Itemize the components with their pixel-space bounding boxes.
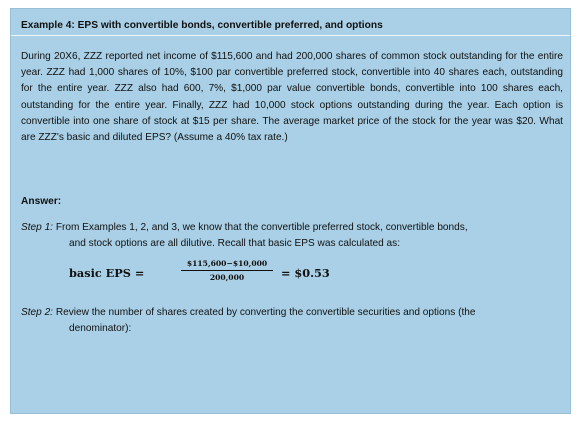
example-title: Example 4: EPS with convertible bonds, convertible preferred, and options bbox=[21, 20, 383, 31]
step-2-text-rest: denominator): bbox=[69, 323, 132, 335]
formula-numerator: $115,600−$10,000 bbox=[186, 259, 268, 268]
step-2-label: Step 2: bbox=[21, 307, 53, 318]
step-2-text-first: Review the number of shares created by converting the convertible securities and options (the bbox=[55, 307, 476, 318]
step-1-label: Step 1: bbox=[21, 222, 53, 233]
formula-fraction bbox=[181, 259, 273, 283]
example-panel bbox=[10, 8, 571, 414]
formula-denominator: 200,000 bbox=[209, 273, 245, 282]
step-1-text-first: From Examples 1, 2, and 3, we know that the convertible preferred stock, convertible bonds, bbox=[55, 222, 468, 233]
fraction-bar bbox=[181, 270, 273, 271]
basic-eps-formula bbox=[69, 257, 329, 287]
formula-lhs: basic EPS = bbox=[69, 266, 145, 280]
formula-rhs: = $0.53 bbox=[281, 266, 330, 280]
answer-heading: Answer: bbox=[21, 196, 62, 207]
title-divider bbox=[11, 35, 570, 36]
step-2 bbox=[21, 305, 553, 337]
step-1-text-rest: and stock options are all dilutive. Recall that basic EPS was calculated as: bbox=[69, 238, 401, 250]
problem-paragraph: During 20X6, ZZZ reported net income of $115,600 and had 200,000 shares of common stock outstanding for the entire year. ZZZ had 1,000 shares of 10%, $100 par convertible preferred stock, convertible into 40 shares each, outstanding for the entire year. ZZZ also had 600, 7%, $1,000 par value convertible bonds, convertible into 100 shares each, outstanding for the entire year. Finally, ZZZ had 10,000 stock options outstanding during the year. Each option is convertible into one share of stock at $15 per share. The average market price of the stock for the year was $20. What are ZZZ's basic and diluted EPS? (Assume a 40% tax rate.) bbox=[21, 51, 563, 144]
step-1 bbox=[21, 220, 553, 252]
